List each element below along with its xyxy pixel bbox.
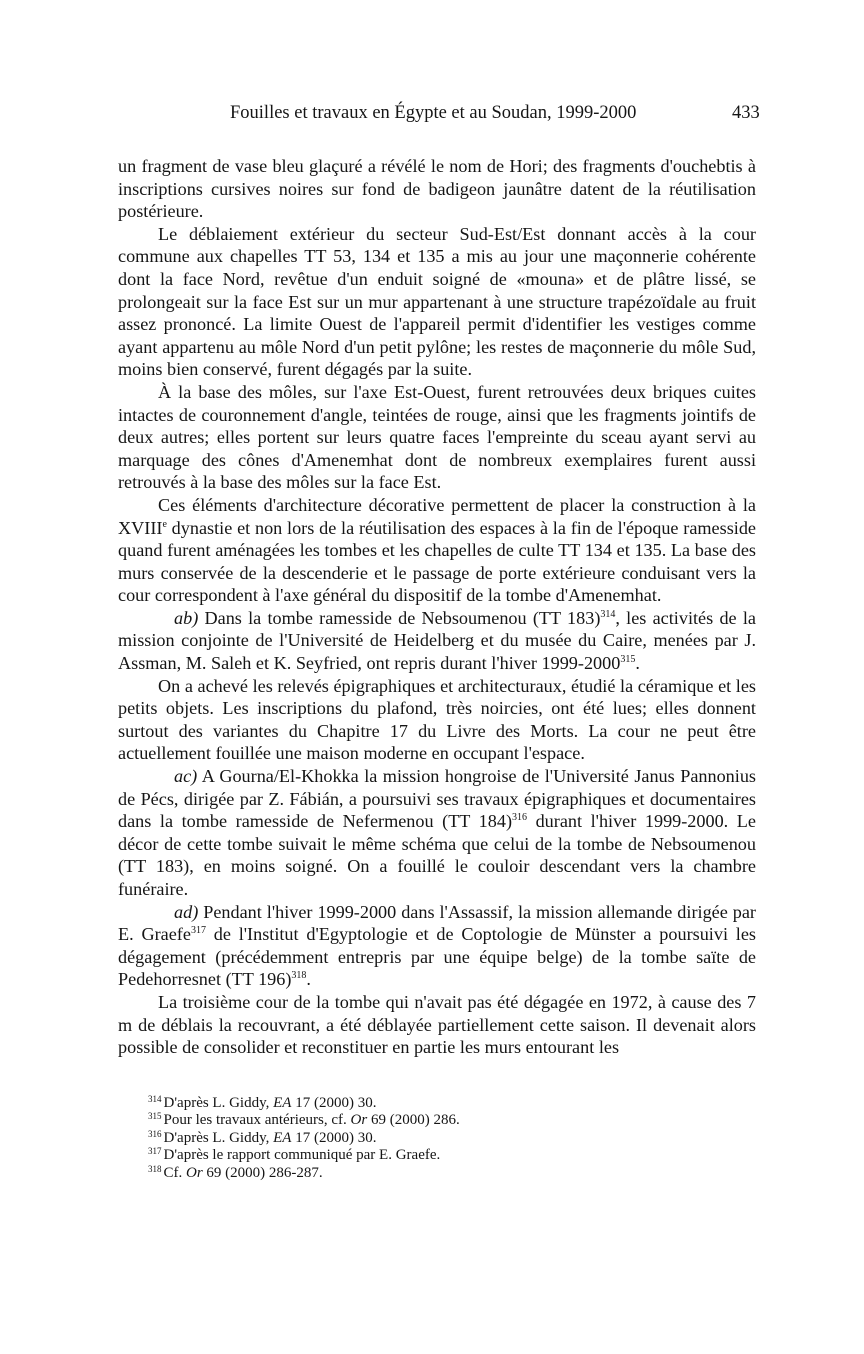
footnote-text-end: 17 (2000) 30. [291,1095,377,1111]
footnote-text-end: 17 (2000) 30. [291,1129,377,1146]
footnote [148,1130,708,1147]
footnote-text: D'après L. Giddy, [163,1129,274,1146]
footnote-number: 314 [148,1094,162,1104]
footnote-italic: Or [350,1112,368,1129]
paragraph-7-text-a: A Gourna/El-Khokka la mission hongroise de l'Université Janus Pannonius de Pécs, dirigée par Z. Fábián, a poursuivi ses travaux épigraphiques et documentaires dans la tombe ramesside de Nefermenou (TT 184) [118,766,756,832]
section-label-ad: ad) [174,901,199,922]
paragraph-9: La troisième cour de la tombe qui n'avait pas été dégagée en 1972, à cause des 7 m de déblais la recouvrant, a été déblayée partiellement cette saison. Il devenait alors possible de consolider et reconstituer en partie les murs entourant les [118,991,756,1058]
footnote-text-end: 69 (2000) 286-287. [202,1164,323,1181]
footnote-text: D'après le rapport communiqué par E. Graefe. [163,1147,441,1164]
paragraph-5-text-a: Dans la tombe ramesside de Nebsoumenou (TT 183) [198,607,601,628]
footnotes [148,1095,708,1182]
superscript-e: e [162,518,167,530]
footnote-number: 317 [148,1146,162,1157]
footnote-text: Pour les travaux antérieurs, cf. [163,1112,351,1129]
paragraph-3: À la base des môles, sur l'axe Est-Ouest, furent retrouvées deux briques cuites intactes de couronnement d'angle, teintées de rouge, ainsi que les fragments jointifs de deux autres; elles portent sur leurs quatre faces l'empreinte du sceau ayant servi au marquage des cônes d'Amenemhat dont de nombreux exemplaires furent aussi retrouvés à la base des môles sur la face Est. [118,381,756,493]
footnote-italic: Or [186,1164,203,1181]
footnote-number: 318 [148,1163,162,1174]
footnote-ref-317: 317 [190,925,206,937]
footnote-text: Cf. [163,1164,186,1181]
footnote-text: D'après L. Giddy, [163,1095,274,1111]
footnote [148,1112,708,1129]
paragraph-8-text-b: de l'Institut d'Egyptologie et de Coptologie de Münster a poursuivi les dégagement (précédemment entrepris par une équipe belge) de la tombe saïte de Pedehorresnet (TT 196) [118,924,757,990]
paragraph-7-text-b: durant l'hiver 1999-2000. Le décor de cette tombe suivait le même schéma que celui de la tombe de Nebsoumenou (TT 183), en moins soigné. On a fouillé le couloir descendant vers la chambre funéraire. [118,811,756,899]
footnote-italic: EA [273,1095,292,1111]
footnote-number: 316 [148,1128,162,1139]
paragraph-5-text-b: , les activités de la mission conjointe de l'Université de Heidelberg et du musée du Caire, menées par J. Assman, M. Saleh et K. Seyfried, ont repris durant l'hiver 1999-2000 [118,607,756,674]
paragraph-5 [118,607,756,675]
footnote [148,1095,708,1112]
page-number: 433 [732,103,760,123]
paragraph-8 [118,901,756,991]
paragraph-4-text-b: dynastie et non lors de la réutilisation des espaces à la fin de l'époque ramesside quand furent aménagées les tombes et les chapelles de culte TT 134 et 135. La base des murs conservée de la descenderie et le passage de porte extérieure conduisant vers la cour correspondent à l'axe général du dispositif de la tombe d'Amenemhat. [118,517,756,606]
footnote-ref-315: 315 [620,654,636,666]
paragraph-8-text-c: . [306,969,311,990]
footnote-ref-318: 318 [291,970,307,982]
paragraph-7 [118,765,756,901]
paragraph-2: Le déblaiement extérieur du secteur Sud-Est/Est donnant accès à la cour commune aux chapelles TT 53, 134 et 135 a mis au jour une maçonnerie cohérente dont la face Nord, revêtue d'un enduit soigné de «mouna» et de plâtre lissé, se prolongeait sur la face Est sur un mur appartenant à une structure trapézoïdale au fruit assez prononcé. La limite Ouest de l'appareil permit d'identifier les vestiges comme ayant appartenu au môle Nord d'un petit pylône; les restes de maçonnerie du môle Sud, moins bien conservé, furent dégagés par la suite. [118,223,756,380]
footnote [148,1165,708,1182]
footnote [148,1147,708,1164]
section-label-ac: ac) [174,766,198,787]
paragraph-1: un fragment de vase bleu glaçuré a révélé le nom de Hori; des fragments d'ouchebtis à inscriptions cursives noires sur fond de badigeon jaunâtre datent de la réutilisation postérieure. [118,156,756,222]
footnote-ref-316: 316 [512,812,527,824]
paragraph-8-text-a: Pendant l'hiver 1999-2000 dans l'Assassif, la mission allemande dirigée par E. Graefe [118,901,756,945]
main-text [118,155,756,1059]
footnote-text-end: 69 (2000) 286. [367,1112,460,1129]
running-header [0,100,864,126]
footnote-number: 315 [148,1111,162,1122]
running-title: Fouilles et travaux en Égypte et au Soudan, 1999-2000 [230,103,637,123]
footnote-italic: EA [273,1129,292,1146]
paragraph-6: On a achevé les relevés épigraphiques et architecturaux, étudié la céramique et les petits objets. Les inscriptions du plafond, très noircies, ont été lues; elles donnent surtout des variantes du Chapitre 17 du Livre des Morts. La cour ne peut être actuellement fouillée une maison moderne en occupant l'espace. [118,675,756,764]
paragraph-5-text-c: . [635,653,640,674]
footnote-ref-314: 314 [600,608,616,620]
section-label-ab: ab) [174,607,199,628]
paragraph-4 [118,494,756,607]
paragraph-4-text-a: Ces éléments d'architecture décorative permettent de placer la construction à la XVIII [118,494,756,538]
